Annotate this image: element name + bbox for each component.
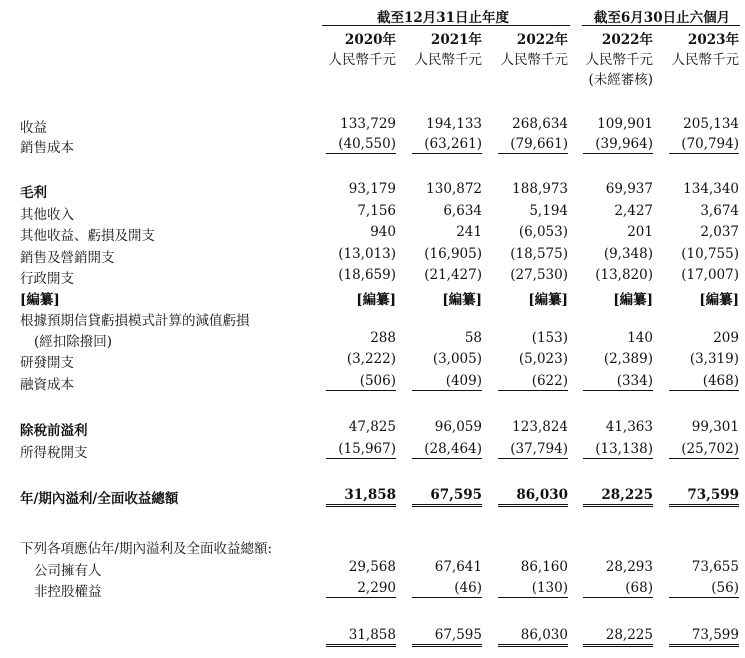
row-value [478,246,568,262]
value-text: (2,389) [603,351,653,367]
row-value [392,116,482,132]
row-value [306,373,396,391]
row-value [478,419,568,435]
row-value [563,136,653,154]
value-text: (10,755) [681,246,739,262]
row-value [306,487,396,507]
value-text: 67,595 [412,487,482,507]
value-text: (40,550) [326,136,396,154]
row-value [478,288,568,308]
value-text: 67,641 [434,559,482,575]
row-label: 收益 [20,120,47,136]
value-text: 5,194 [529,203,568,219]
value-text: 209 [713,330,739,346]
value-text: (46) [412,580,482,598]
header-annual-group: 截至12月31日止年度 [376,10,510,26]
header-year-2: 2021年 [430,32,482,48]
row-value [563,487,653,507]
value-text: (15,967) [326,441,396,459]
row-label: 公司擁有人 [34,563,102,579]
header-year-3: 2022年 [516,32,568,48]
row-value [649,116,739,132]
row-value [392,487,482,507]
row-value [563,441,653,459]
row-value [478,330,568,346]
row-value [649,441,739,459]
row-value [478,627,568,647]
value-text: 288 [370,330,396,346]
row-label: 其他收入 [20,207,74,223]
row-value [649,246,739,262]
row-value [563,203,653,219]
row-value [392,288,482,308]
row-label: 年/期內溢利/全面收益總額 [20,491,179,507]
row-value [306,116,396,132]
value-text: (79,661) [498,136,568,154]
row-value [392,224,482,240]
value-text: 130,872 [426,181,482,197]
row-value [649,580,739,598]
value-text: 99,301 [691,419,739,435]
value-text: 29,568 [348,559,396,575]
value-text: [編纂] [613,292,653,308]
value-text: (130) [498,580,568,598]
value-text: 940 [370,224,396,240]
row-value [563,373,653,391]
header-year-5: 2023年 [687,32,739,48]
row-value [478,351,568,367]
row-value [392,136,482,154]
row-label: 非控股權益 [34,584,102,600]
row-value [306,559,396,575]
row-label-continued: (經扣除撥回) [34,334,113,350]
value-text: [編纂] [356,292,396,308]
value-text: (68) [583,580,653,598]
row-label: 研發開支 [20,355,74,371]
value-text: 86,160 [520,559,568,575]
header-interim-group: 截至6月30日止六個月 [593,10,731,26]
row-label: 毛利 [20,185,47,201]
row-value [306,181,396,197]
value-text: [編纂] [699,292,739,308]
header-unit-5: 人民幣千元 [671,52,739,68]
row-label: 所得稅開支 [20,445,88,461]
value-text: 3,674 [700,203,739,219]
value-text: 2,427 [614,203,653,219]
value-text: 133,729 [340,116,396,132]
row-value [306,267,396,283]
row-value [392,351,482,367]
header-year-1: 2020年 [344,32,396,48]
value-text: 96,059 [434,419,482,435]
value-text: (506) [326,373,396,391]
row-value [563,267,653,283]
row-value [392,330,482,346]
value-text: 31,858 [326,487,396,507]
row-value [563,330,653,346]
row-value [563,224,653,240]
value-text: 93,179 [348,181,396,197]
row-label: 根據預期信貸虧損模式計算的減值虧損 [20,313,250,329]
row-value [649,203,739,219]
value-text: 41,363 [605,419,653,435]
value-text: (3,319) [689,351,739,367]
row-value [306,246,396,262]
row-value [478,580,568,598]
value-text: (18,659) [338,267,396,283]
row-label: 銷售成本 [20,140,74,156]
value-text: 28,225 [583,627,653,647]
row-value [306,288,396,308]
row-value [649,181,739,197]
row-value [392,559,482,575]
value-text: 123,824 [512,419,568,435]
value-text: (409) [412,373,482,391]
row-value [649,487,739,507]
row-value [563,580,653,598]
value-text: 73,599 [669,487,739,507]
value-text: (39,964) [583,136,653,154]
value-text: 7,156 [357,203,396,219]
row-value [392,627,482,647]
value-text: 6,634 [443,203,482,219]
header-unit-1: 人民幣千元 [328,52,396,68]
row-label: 下列各項應佔年/期內溢利及全面收益總額: [20,541,273,557]
value-text: (13,138) [583,441,653,459]
row-value [478,441,568,459]
value-text: 194,133 [426,116,482,132]
header-unit-4: 人民幣千元 [585,52,653,68]
row-value [649,627,739,647]
row-value [649,351,739,367]
value-text: 28,293 [605,559,653,575]
value-text: 73,655 [691,559,739,575]
value-text: (37,794) [498,441,568,459]
row-value [649,267,739,283]
value-text: (27,530) [510,267,568,283]
value-text: (21,427) [424,267,482,283]
row-value [306,203,396,219]
row-value [649,288,739,308]
value-text: 58 [464,330,482,346]
value-text: 241 [456,224,482,240]
row-value [563,246,653,262]
row-value [306,351,396,367]
value-text: 31,858 [326,627,396,647]
row-value [649,373,739,391]
value-text: (25,702) [669,441,739,459]
row-value [392,267,482,283]
header-unit-2: 人民幣千元 [414,52,482,68]
value-text: 134,340 [683,181,739,197]
row-value [478,203,568,219]
value-text: (56) [669,580,739,598]
header-year-4: 2022年 [601,32,653,48]
value-text: (13,013) [338,246,396,262]
value-text: (5,023) [518,351,568,367]
value-text: 86,030 [498,487,568,507]
row-value [392,419,482,435]
row-value [306,580,396,598]
value-text: 69,937 [605,181,653,197]
row-value [392,373,482,391]
value-text: (63,261) [412,136,482,154]
row-value [392,441,482,459]
row-value [478,487,568,507]
row-value [563,559,653,575]
value-text: (622) [498,373,568,391]
row-label: 除稅前溢利 [20,423,88,439]
value-text: 73,599 [669,627,739,647]
value-text: 201 [627,224,653,240]
value-text: (3,005) [432,351,482,367]
row-value [563,627,653,647]
row-value [306,627,396,647]
header-unit-3: 人民幣千元 [500,52,568,68]
value-text: [編纂] [442,292,482,308]
value-text: (28,464) [412,441,482,459]
row-value [478,373,568,391]
value-text: 28,225 [583,487,653,507]
row-value [478,267,568,283]
value-text: 2,290 [326,580,396,598]
row-value [392,580,482,598]
row-value [649,330,739,346]
value-text: 188,973 [512,181,568,197]
row-value [306,330,396,346]
header-interim-rule [582,25,740,26]
value-text: 205,134 [683,116,739,132]
value-text: (9,348) [603,246,653,262]
row-value [478,181,568,197]
value-text: 2,037 [700,224,739,240]
row-value [306,136,396,154]
value-text: (6,053) [518,224,568,240]
value-text: (17,007) [681,267,739,283]
row-label: 其他收益、虧損及開支 [20,228,155,244]
row-value [478,136,568,154]
row-value [649,419,739,435]
value-text: (13,820) [595,267,653,283]
header-annual-rule [322,25,570,26]
row-value [563,419,653,435]
value-text: (3,222) [346,351,396,367]
value-text: 140 [627,330,653,346]
row-value [649,559,739,575]
value-text: (334) [583,373,653,391]
value-text: 268,634 [512,116,568,132]
value-text: 109,901 [597,116,653,132]
row-label: 行政開支 [20,271,74,287]
value-text: (16,905) [424,246,482,262]
row-value [563,288,653,308]
row-value [392,203,482,219]
row-value [392,181,482,197]
value-text: 86,030 [498,627,568,647]
row-value [563,351,653,367]
row-value [649,136,739,154]
value-text: [編纂] [528,292,568,308]
row-value [478,224,568,240]
row-value [478,559,568,575]
row-label: 銷售及營銷開支 [20,250,115,266]
row-value [392,246,482,262]
row-value [306,441,396,459]
value-text: (70,794) [669,136,739,154]
row-value [478,116,568,132]
row-value [649,224,739,240]
row-value [306,419,396,435]
header-unaudited-note: (未經審核) [588,72,653,88]
row-label: 融資成本 [20,377,74,393]
row-label: [編纂] [20,292,60,308]
value-text: (468) [669,373,739,391]
row-value [563,181,653,197]
value-text: 67,595 [412,627,482,647]
row-value [306,224,396,240]
value-text: 47,825 [348,419,396,435]
value-text: (18,575) [510,246,568,262]
row-value [563,116,653,132]
value-text: (153) [531,330,568,346]
